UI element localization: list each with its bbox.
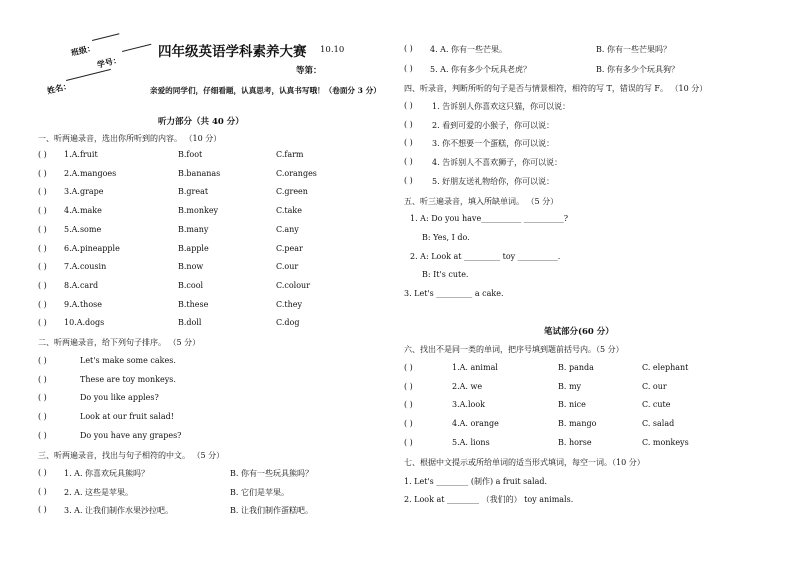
option-b: B.these xyxy=(178,299,209,309)
answer-bracket[interactable]: ( ) xyxy=(404,363,413,372)
listening-heading: 听力部分（共 40 分） xyxy=(158,117,244,127)
answer-bracket[interactable]: ( ) xyxy=(404,175,413,185)
answer-bracket[interactable]: ( ) xyxy=(404,44,413,53)
answer-bracket[interactable]: ( ) xyxy=(38,187,47,197)
option-a: 2.A. we xyxy=(452,381,483,391)
sentence-text: Let's make some cakes. xyxy=(80,356,176,365)
section5-q2b: B: It's cute. xyxy=(422,270,469,279)
option-b: B. 让我们制作蛋糕吧。 xyxy=(230,506,313,516)
number-label: 学号： xyxy=(96,54,122,70)
option-b: B.now xyxy=(178,262,204,272)
sentence-text: Do you like apples? xyxy=(80,393,159,403)
option-b: B.apple xyxy=(178,243,209,253)
answer-bracket[interactable]: ( ) xyxy=(404,63,413,73)
situation-text: 3. 你不想要一个蛋糕，你可以说： xyxy=(432,139,555,149)
class-label: 班级： xyxy=(70,42,96,58)
option-c: C. cute xyxy=(642,400,671,410)
name-blank[interactable] xyxy=(66,69,111,81)
option-b: B. 你有一些玩具熊吗？ xyxy=(230,469,313,478)
option-b: B.great xyxy=(178,187,209,197)
option-c: C.farm xyxy=(276,150,304,159)
answer-bracket[interactable]: ( ) xyxy=(38,299,47,309)
option-b: B. panda xyxy=(558,363,594,372)
sentence-text: These are toy monkeys. xyxy=(80,374,176,384)
answer-bracket[interactable]: ( ) xyxy=(38,150,47,159)
notice-text: 亲爱的同学们，仔细看题，认真思考，认真书写哦！（卷面分 3 分） xyxy=(150,86,381,95)
option-b: B. horse xyxy=(558,437,592,447)
section7-title: 七、根据中文提示或所给单词的适当形式填词，每空一词。（10 分） xyxy=(404,458,645,467)
answer-bracket[interactable]: ( ) xyxy=(38,224,47,234)
answer-bracket[interactable]: ( ) xyxy=(38,374,47,384)
option-c: C.they xyxy=(276,299,302,309)
option-c: C.pear xyxy=(276,243,303,253)
answer-bracket[interactable]: ( ) xyxy=(38,412,47,422)
option-c: C. elephant xyxy=(642,363,689,372)
answer-bracket[interactable]: ( ) xyxy=(38,505,47,515)
option-b: B.doll xyxy=(178,318,202,328)
option-b: B.cool xyxy=(178,280,204,290)
option-c: C.oranges xyxy=(276,168,317,178)
answer-bracket[interactable]: ( ) xyxy=(38,206,47,216)
answer-bracket[interactable]: ( ) xyxy=(38,430,47,440)
option-a: 4. A. 你有一些芒果。 xyxy=(430,45,508,54)
situation-text: 5. 好朋友送礼物给你，你可以说： xyxy=(432,176,555,186)
option-b: B.foot xyxy=(178,150,203,159)
option-a: 8.A.card xyxy=(64,280,99,290)
situation-text: 4. 告诉别人不喜欢狮子，你可以说： xyxy=(432,158,563,168)
option-b: B.many xyxy=(178,224,209,234)
class-blank[interactable] xyxy=(92,33,119,41)
option-a: 9.A.those xyxy=(64,299,102,309)
option-b: B. my xyxy=(558,381,582,391)
option-b: B.bananas xyxy=(178,168,221,178)
grade-label: 等第： xyxy=(296,66,322,76)
option-c: C.green xyxy=(276,187,308,197)
section6-title: 六、找出不是同一类的单词，把序号填到题前括号内。（5 分） xyxy=(404,345,624,354)
section2-title: 二、听两遍录音，给下列句子排序。 （5 分） xyxy=(38,338,201,347)
option-c: C.colour xyxy=(276,280,311,290)
answer-bracket[interactable]: ( ) xyxy=(38,318,47,328)
option-c: C.our xyxy=(276,262,299,272)
answer-bracket[interactable]: ( ) xyxy=(404,419,413,429)
answer-bracket[interactable]: ( ) xyxy=(38,168,47,178)
option-a: 2. A. 这些是苹果。 xyxy=(64,487,134,497)
option-c: C.take xyxy=(276,206,302,216)
situation-text: 1. 告诉别人你喜欢这只猫，你可以说： xyxy=(432,102,571,111)
answer-bracket[interactable]: ( ) xyxy=(404,437,413,447)
answer-bracket[interactable]: ( ) xyxy=(38,486,47,496)
section7-q2: 2. Look at ________ （我们的） toy animals. xyxy=(404,495,574,504)
option-a: 10.A.dogs xyxy=(64,318,105,328)
option-a: 5.A. lions xyxy=(452,437,490,447)
answer-bracket[interactable]: ( ) xyxy=(404,101,413,110)
option-b: B. nice xyxy=(558,400,586,410)
option-a: 3.A.look xyxy=(452,400,485,410)
answer-bracket[interactable]: ( ) xyxy=(404,138,413,148)
page-title: 四年级英语学科素养大赛 xyxy=(158,44,307,60)
answer-bracket[interactable]: ( ) xyxy=(404,381,413,391)
option-b: B. mango xyxy=(558,419,597,429)
section4-title: 四、听录音，判断所听的句子是否与情景相符，相符的写 T，错误的写 F。 （10 分） xyxy=(404,84,708,93)
option-a: 5. A. 你有多少个玩具老虎？ xyxy=(430,64,532,74)
option-a: 1.A. animal xyxy=(452,363,498,372)
answer-bracket[interactable]: ( ) xyxy=(38,356,47,365)
option-c: C. salad xyxy=(642,419,675,429)
option-a: 3. A. 让我们制作水果沙拉吧。 xyxy=(64,506,174,516)
option-a: 4.A.make xyxy=(64,206,102,216)
name-label: 姓名： xyxy=(46,80,72,96)
option-a: 2.A.mangoes xyxy=(64,168,117,178)
answer-bracket[interactable]: ( ) xyxy=(38,468,47,477)
section5-title: 五、听三遍录音，填入所缺单词。 （5 分） xyxy=(404,197,559,206)
option-c: C. our xyxy=(642,381,667,391)
exam-date: 10.10 xyxy=(320,45,345,55)
sentence-text: Do you have any grapes? xyxy=(80,430,182,440)
answer-bracket[interactable]: ( ) xyxy=(404,119,413,129)
answer-bracket[interactable]: ( ) xyxy=(404,400,413,410)
answer-bracket[interactable]: ( ) xyxy=(38,262,47,272)
section3-title: 三、听两遍录音，找出与句子相符的中文。 （5 分） xyxy=(38,451,225,460)
option-a: 5.A.some xyxy=(64,224,102,234)
section5-q2a: 2. A: Look at _________ toy __________. xyxy=(410,252,561,261)
answer-bracket[interactable]: ( ) xyxy=(404,157,413,167)
section5-q1a: 1. A: Do you have__________ __________? xyxy=(410,214,569,223)
number-blank[interactable] xyxy=(122,44,151,52)
option-c: C. monkeys xyxy=(642,437,689,447)
writing-heading: 笔试部分(60 分） xyxy=(544,327,614,337)
option-a: 1. A. 你喜欢玩具熊吗？ xyxy=(64,469,150,478)
answer-bracket[interactable]: ( ) xyxy=(38,393,47,403)
section5-q1b: B: Yes, I do. xyxy=(422,233,470,242)
option-b: B.monkey xyxy=(178,206,219,216)
option-a: 6.A.pineapple xyxy=(64,243,120,253)
answer-bracket[interactable]: ( ) xyxy=(38,243,47,253)
option-a: 4.A. orange xyxy=(452,419,499,429)
option-a: 7.A.cousin xyxy=(64,262,107,272)
option-c: C.dog xyxy=(276,318,300,328)
section7-q1: 1. Let's ________ (制作) a fruit salad. xyxy=(404,477,548,486)
option-a: 3.A.grape xyxy=(64,187,104,197)
option-a: 1.A.fruit xyxy=(64,150,98,159)
sentence-text: Look at our fruit salad! xyxy=(80,412,174,422)
situation-text: 2. 看到可爱的小猴子，你可以说： xyxy=(432,120,555,130)
answer-bracket[interactable]: ( ) xyxy=(38,280,47,290)
option-b: B. 你有多少个玩具狗？ xyxy=(596,64,679,74)
option-c: C.any xyxy=(276,224,299,234)
section1-title: 一、听两遍录音，选出你所听到的内容。 （10 分） xyxy=(38,134,222,143)
section5-q3: 3. Let's _________ a cake. xyxy=(404,289,504,298)
option-b: B. 它们是苹果。 xyxy=(230,487,289,497)
option-b: B. 你有一些芒果吗？ xyxy=(596,45,671,54)
